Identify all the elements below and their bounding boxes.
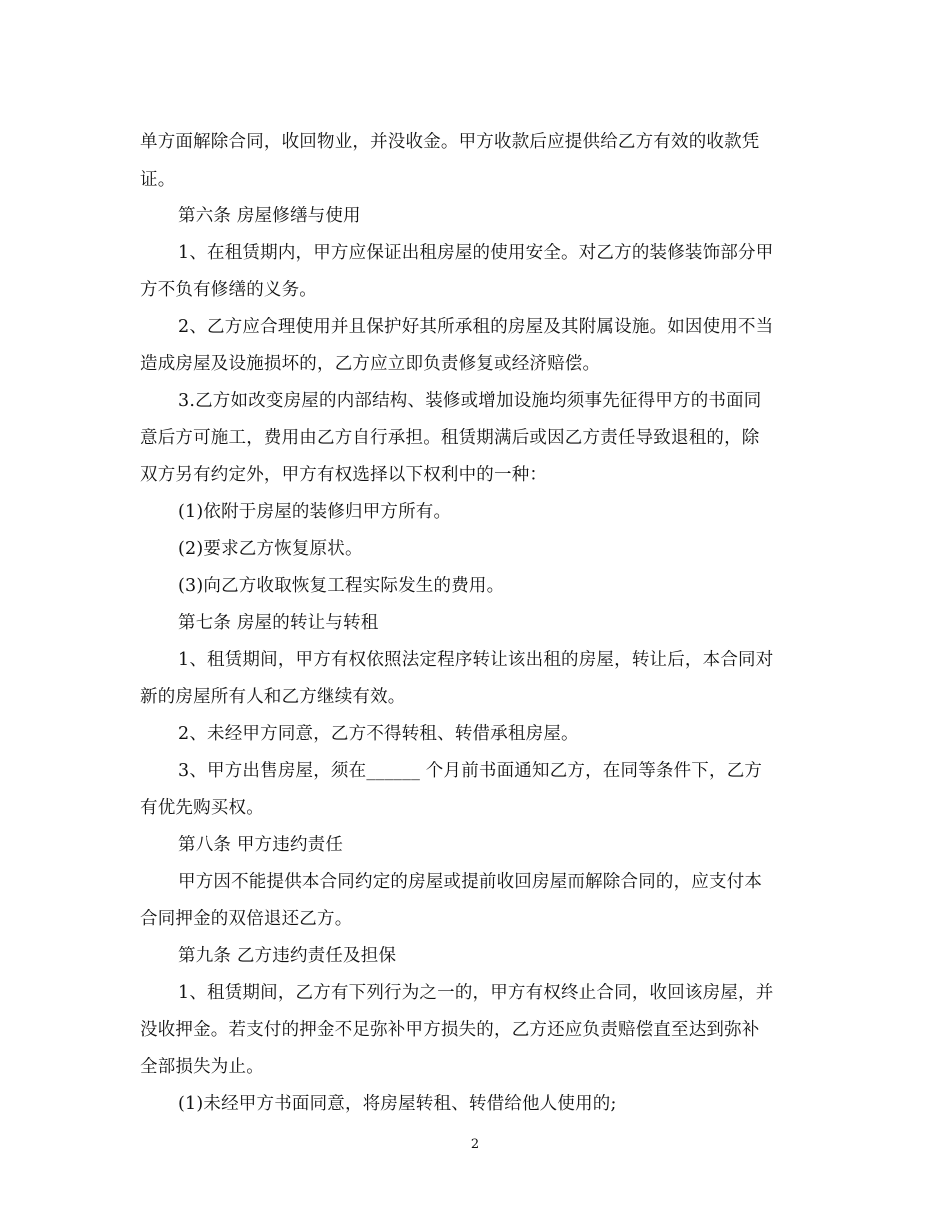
list-item: (1)依附于房屋的装修归甲方所有。 xyxy=(178,502,452,522)
text-line: 意后方可施工，费用由乙方自行承担。租赁期满后或因乙方责任导致退租的，除 xyxy=(140,428,760,448)
section-heading: 第九条 乙方违约责任及担保 xyxy=(178,946,397,966)
text-line: 全部损失为止。 xyxy=(140,1057,264,1077)
text-line: 1、租赁期间，甲方有权依照法定程序转让该出租的房屋，转让后，本合同对 xyxy=(178,650,774,670)
text-line: 合同押金的双倍退还乙方。 xyxy=(140,909,353,929)
text-line: 2、乙方应合理使用并且保护好其所承租的房屋及其附属设施。如因使用不当 xyxy=(178,317,774,337)
text-line: 双方另有约定外，甲方有权选择以下权利中的一种： xyxy=(140,465,548,485)
text-line: 1、在租赁期内，甲方应保证出租房屋的使用安全。对乙方的装修装饰部分甲 xyxy=(178,243,774,263)
text-line: 证。 xyxy=(140,170,176,190)
text-line: 没收押金。若支付的押金不足弥补甲方损失的，乙方还应负责赔偿直至达到弥补 xyxy=(140,1020,760,1040)
text-line: 有优先购买权。 xyxy=(140,798,264,818)
text-line: 甲方因不能提供本合同约定的房屋或提前收回房屋而解除合同的，应支付本 xyxy=(178,872,763,892)
text-line: 造成房屋及设施损坏的，乙方应立即负责修复或经济赔偿。 xyxy=(140,354,601,374)
list-item: (1)未经甲方书面同意，将房屋转租、转借给他人使用的; xyxy=(178,1094,617,1114)
text-line: 1、租赁期间，乙方有下列行为之一的，甲方有权终止合同，收回该房屋，并 xyxy=(178,983,774,1003)
text-line: 2、未经甲方同意，乙方不得转租、转借承租房屋。 xyxy=(178,724,579,744)
list-item: (3)向乙方收取恢复工程实际发生的费用。 xyxy=(178,576,505,596)
text-line: 方不负有修缮的义务。 xyxy=(140,280,317,300)
section-heading: 第六条 房屋修缮与使用 xyxy=(178,206,361,226)
text-line: 3.乙方如改变房屋的内部结构、装修或增加设施均须事先征得甲方的书面同 xyxy=(178,391,762,411)
page-number: 2 xyxy=(470,1137,480,1152)
text-line: 3、甲方出售房屋，须在______ 个月前书面通知乙方，在同等条件下，乙方 xyxy=(178,761,763,781)
text-line: 单方面解除合同，收回物业，并没收金。甲方收款后应提供给乙方有效的收款凭 xyxy=(140,132,760,152)
section-heading: 第七条 房屋的转让与转租 xyxy=(178,613,379,633)
text-line: 新的房屋所有人和乙方继续有效。 xyxy=(140,687,406,707)
section-heading: 第八条 甲方违约责任 xyxy=(178,835,344,855)
list-item: (2)要求乙方恢复原状。 xyxy=(178,539,363,559)
